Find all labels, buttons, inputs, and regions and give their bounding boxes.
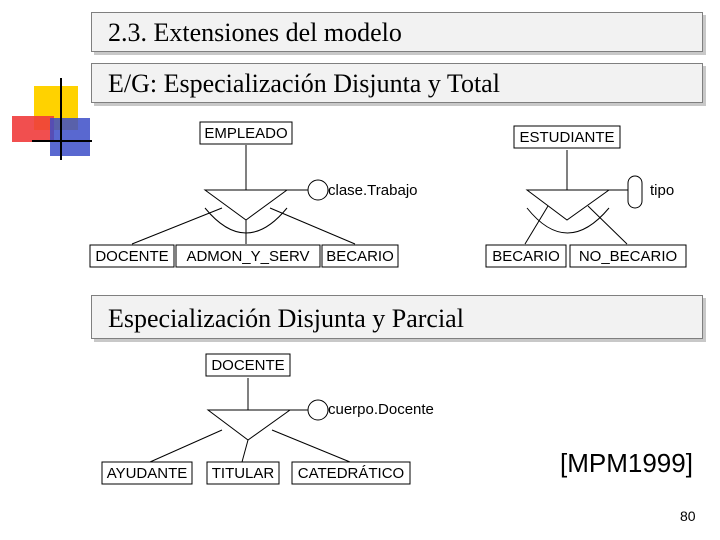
section-title-parcial: Especialización Disjunta y Parcial: [91, 295, 703, 339]
d2-child-becario: [486, 245, 566, 267]
d3-line-right: [272, 430, 350, 462]
d3-child-titular: [207, 462, 279, 484]
d1-entity-label: EMPLEADO: [204, 125, 288, 142]
page-number: 80: [680, 508, 696, 524]
d2-attribute-label: tipo: [650, 182, 675, 199]
d2-child-no-becario: [570, 245, 686, 267]
slide-subtitle: E/G: Especialización Disjunta y Total: [91, 63, 703, 103]
svg-text:DOCENTE: DOCENTE: [211, 357, 285, 374]
d1-child-docente: [90, 245, 174, 267]
svg-text:BECARIO: BECARIO: [326, 248, 394, 265]
d1-entity-empleado: [200, 122, 292, 144]
d3-line-mid: [242, 440, 248, 462]
d2-line-right: [588, 206, 627, 244]
d3-entity-docente: [206, 354, 290, 376]
d2-entity-estudiante: [514, 126, 620, 148]
d1-line-left: [132, 208, 222, 244]
d3-triangle: [208, 410, 290, 440]
svg-text:DOCENTE: DOCENTE: [95, 248, 169, 265]
d1-child-becario: [322, 245, 398, 267]
svg-text:ESTUDIANTE: ESTUDIANTE: [519, 129, 615, 146]
svg-text:BECARIO: BECARIO: [492, 248, 560, 265]
d1-attribute-label: clase.Trabajo: [328, 182, 418, 199]
d1-triangle: [205, 190, 287, 220]
d1-attr-circle: [308, 180, 328, 200]
svg-text:ADMON_Y_SERV: ADMON_Y_SERV: [186, 248, 310, 265]
svg-text:TITULAR: TITULAR: [211, 465, 275, 482]
d3-child-ayudante: [102, 462, 192, 484]
d3-child-catedratico: [292, 462, 410, 484]
d3-attr-circle: [308, 400, 328, 420]
slide-title: 2.3. Extensiones del modelo: [91, 12, 703, 52]
svg-text:CATEDRÁTICO: CATEDRÁTICO: [297, 465, 405, 482]
reference-citation: [MPM1999]: [560, 448, 693, 478]
svg-text:NO_BECARIO: NO_BECARIO: [578, 248, 678, 265]
svg-text:AYUDANTE: AYUDANTE: [106, 465, 188, 482]
d3-attribute-label: cuerpo.Docente: [328, 401, 434, 418]
d3-line-left: [150, 430, 222, 462]
d2-triangle: [527, 190, 609, 220]
d1-child-admon-y-serv: [176, 245, 320, 267]
d2-attr-shape: [628, 176, 642, 208]
